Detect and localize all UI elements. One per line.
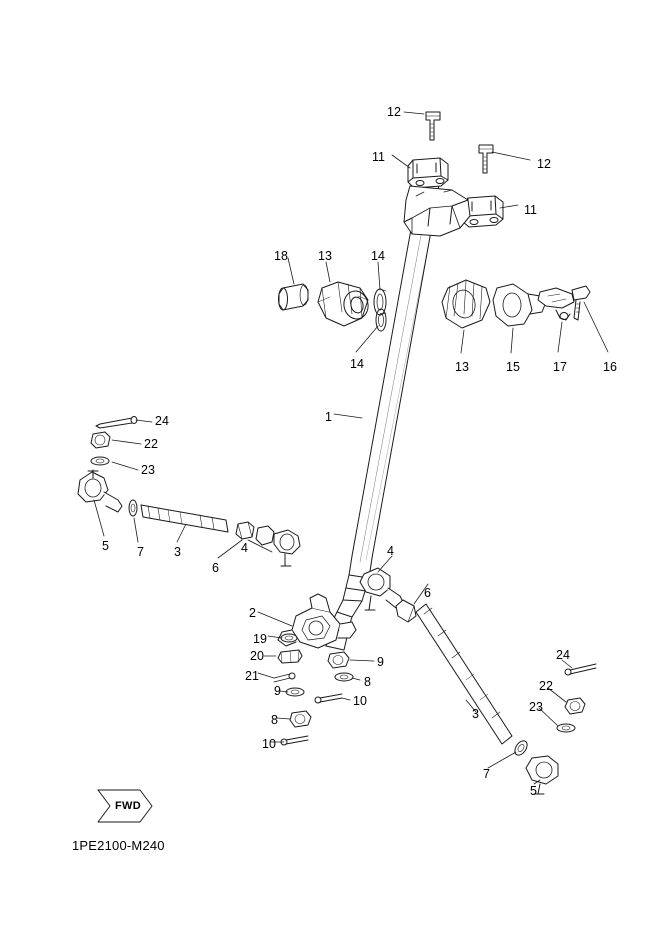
callout-20: 20 — [250, 649, 264, 663]
callout-7-left: 7 — [137, 545, 144, 559]
callout-15: 15 — [506, 360, 520, 374]
part-20 — [278, 650, 302, 663]
callout-22-left: 22 — [144, 437, 158, 451]
steering-bracket — [404, 186, 470, 236]
fwd-direction-label: FWD — [115, 800, 141, 812]
callout-13-left: 13 — [318, 249, 332, 263]
callout-8-upper: 8 — [364, 675, 371, 689]
washer-8-upper — [335, 673, 353, 681]
bearing-13-right — [442, 280, 490, 328]
callout-14-upper: 14 — [371, 249, 385, 263]
callout-12-right: 12 — [537, 157, 551, 171]
callout-4-left: 4 — [241, 541, 248, 555]
stem-holder-15 — [493, 284, 546, 326]
part-21 — [274, 673, 295, 682]
washer-23-right — [557, 724, 575, 732]
callout-7-right: 7 — [483, 767, 490, 781]
callout-23-left: 23 — [141, 463, 155, 477]
callout-5-right: 5 — [530, 784, 537, 798]
nut-22-right — [565, 698, 585, 714]
callout-1: 1 — [325, 410, 332, 424]
callout-10-lower: 10 — [262, 737, 276, 751]
bolt-12-top — [426, 112, 440, 140]
callout-6-left: 6 — [212, 561, 219, 575]
washer-14-lower — [376, 309, 386, 331]
bearing-13-left — [318, 282, 371, 326]
handlebar-holder-left — [408, 158, 448, 188]
callout-17: 17 — [553, 360, 567, 374]
bolt-16 — [572, 286, 590, 320]
cable-guide-17 — [538, 288, 574, 320]
washer-23-left — [91, 457, 109, 465]
callout-19: 19 — [253, 632, 267, 646]
callout-11-right: 11 — [524, 203, 537, 217]
tie-rod-right — [360, 568, 558, 794]
nut-22-left — [91, 432, 110, 448]
callout-5-left: 5 — [102, 539, 109, 553]
callout-10-upper: 10 — [353, 694, 367, 708]
callout-24-left: 24 — [155, 414, 169, 428]
collar-18 — [279, 284, 309, 310]
callout-9-lower: 9 — [274, 684, 281, 698]
callout-18: 18 — [274, 249, 288, 263]
callout-14-lower: 14 — [350, 357, 364, 371]
cotter-pin-24-left — [96, 417, 137, 429]
callout-4-right: 4 — [387, 544, 394, 558]
tie-rod-left — [78, 470, 300, 566]
cotter-10-lower — [281, 736, 308, 745]
nut-9-upper — [328, 652, 349, 668]
callout-8-lower: 8 — [271, 713, 278, 727]
part-code-label: 1PE2100-M240 — [72, 838, 165, 853]
callout-6-right: 6 — [424, 586, 431, 600]
callout-9-upper: 9 — [377, 655, 384, 669]
callout-24-right: 24 — [556, 648, 570, 662]
nut-8-lower — [290, 711, 311, 727]
callout-3-right: 3 — [472, 707, 479, 721]
callout-16: 16 — [603, 360, 617, 374]
cotter-10-upper — [315, 694, 342, 703]
callout-11-left: 11 — [372, 150, 385, 164]
callout-13-right: 13 — [455, 360, 469, 374]
callout-21: 21 — [245, 669, 259, 683]
callout-2: 2 — [249, 606, 256, 620]
bolt-12-right — [479, 145, 493, 173]
callout-23-right: 23 — [529, 700, 543, 714]
washer-9-lower — [286, 688, 304, 696]
callout-22-right: 22 — [539, 679, 553, 693]
callout-3-left: 3 — [174, 545, 181, 559]
callout-12-top: 12 — [387, 105, 401, 119]
